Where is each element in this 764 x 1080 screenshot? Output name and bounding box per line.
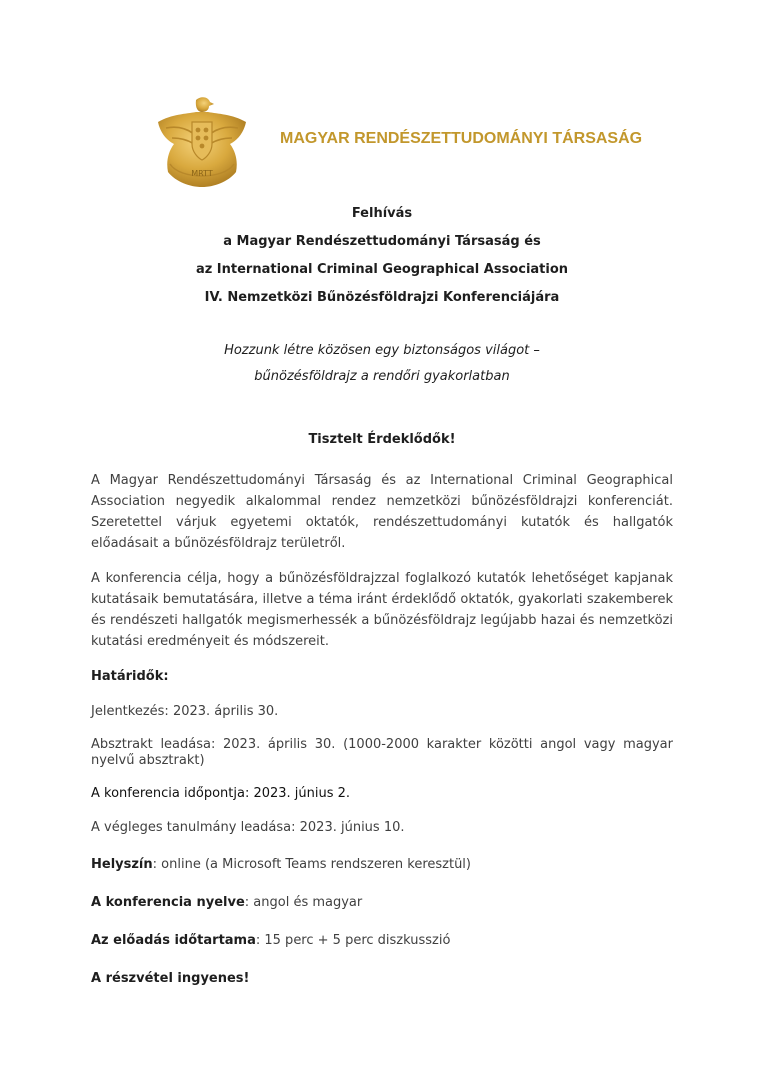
intro-paragraph: A Magyar Rendészettudományi Társaság és az International Criminal Geographical Association negyedik alkalommal rendez nemzetközi bűnözésföldrajzi konferenciát. Szeretettel várjuk egyetemi oktatók, rendészettudományi kutatók és hallgatók előadásait a bűnözésföldrajz területről.: [91, 473, 673, 551]
duration-value: : 15 perc + 5 perc diszkusszió: [255, 933, 451, 948]
title-line-1: Felhívás: [351, 206, 413, 221]
eagle-logo-icon: [152, 92, 252, 190]
call-title: [0, 205, 764, 317]
conference-date: A konferencia időpontja: 2023. június 2.: [91, 786, 351, 801]
title-line-3: az International Criminal Geographical Association: [195, 262, 569, 277]
motto-line-1: Hozzunk létre közösen egy biztonságos világot –: [224, 343, 540, 358]
abstract-deadline: Absztrakt leadása: 2023. április 30. (1000-2000 karakter közötti angol vagy magyar nyelvű absztrakt): [91, 737, 673, 768]
free-participation-note: A részvétel ingyenes!: [91, 971, 250, 986]
language-label: A konferencia nyelve: [91, 895, 245, 910]
letterhead: [0, 0, 764, 200]
title-line-4: IV. Nemzetközi Bűnözésföldrajzi Konferenciájára: [204, 290, 560, 305]
language-line: [91, 894, 673, 912]
venue-line: [91, 856, 673, 874]
venue-value: : online (a Microsoft Teams rendszeren keresztül): [152, 857, 471, 872]
venue-label: Helyszín: [91, 857, 153, 872]
language-value: : angol és magyar: [244, 895, 363, 910]
deadlines-heading: Határidők:: [91, 669, 169, 684]
duration-label: Az előadás időtartama: [91, 933, 256, 948]
organization-name: MAGYAR RENDÉSZETTUDOMÁNYI TÁRSASÁG: [280, 130, 643, 147]
conference-motto: [0, 342, 764, 394]
purpose-paragraph: A konferencia célja, hogy a bűnözésföldrajzzal foglalkozó kutatók lehetőséget kapjanak kutatásaik bemutatására, illetve a téma iránt érdeklődő oktatók, gyakorlati szakemberek és rendészeti hallgatók megismerhessék a bűnözésföldrajz legújabb hazai és nemzetközi kutatási eredményeit és módszereit.: [91, 571, 673, 649]
svg-text:MRTT: MRTT: [191, 169, 213, 178]
registration-deadline: Jelentkezés: 2023. április 30.: [91, 704, 279, 719]
motto-line-2: bűnözésföldrajz a rendőri gyakorlatban: [254, 369, 510, 384]
final-paper-deadline: A végleges tanulmány leadása: 2023. június 10.: [91, 820, 405, 835]
greeting: Tisztelt Érdeklődők!: [308, 432, 456, 447]
title-line-2: a Magyar Rendészettudományi Társaság és: [223, 234, 541, 249]
duration-line: [91, 932, 673, 950]
